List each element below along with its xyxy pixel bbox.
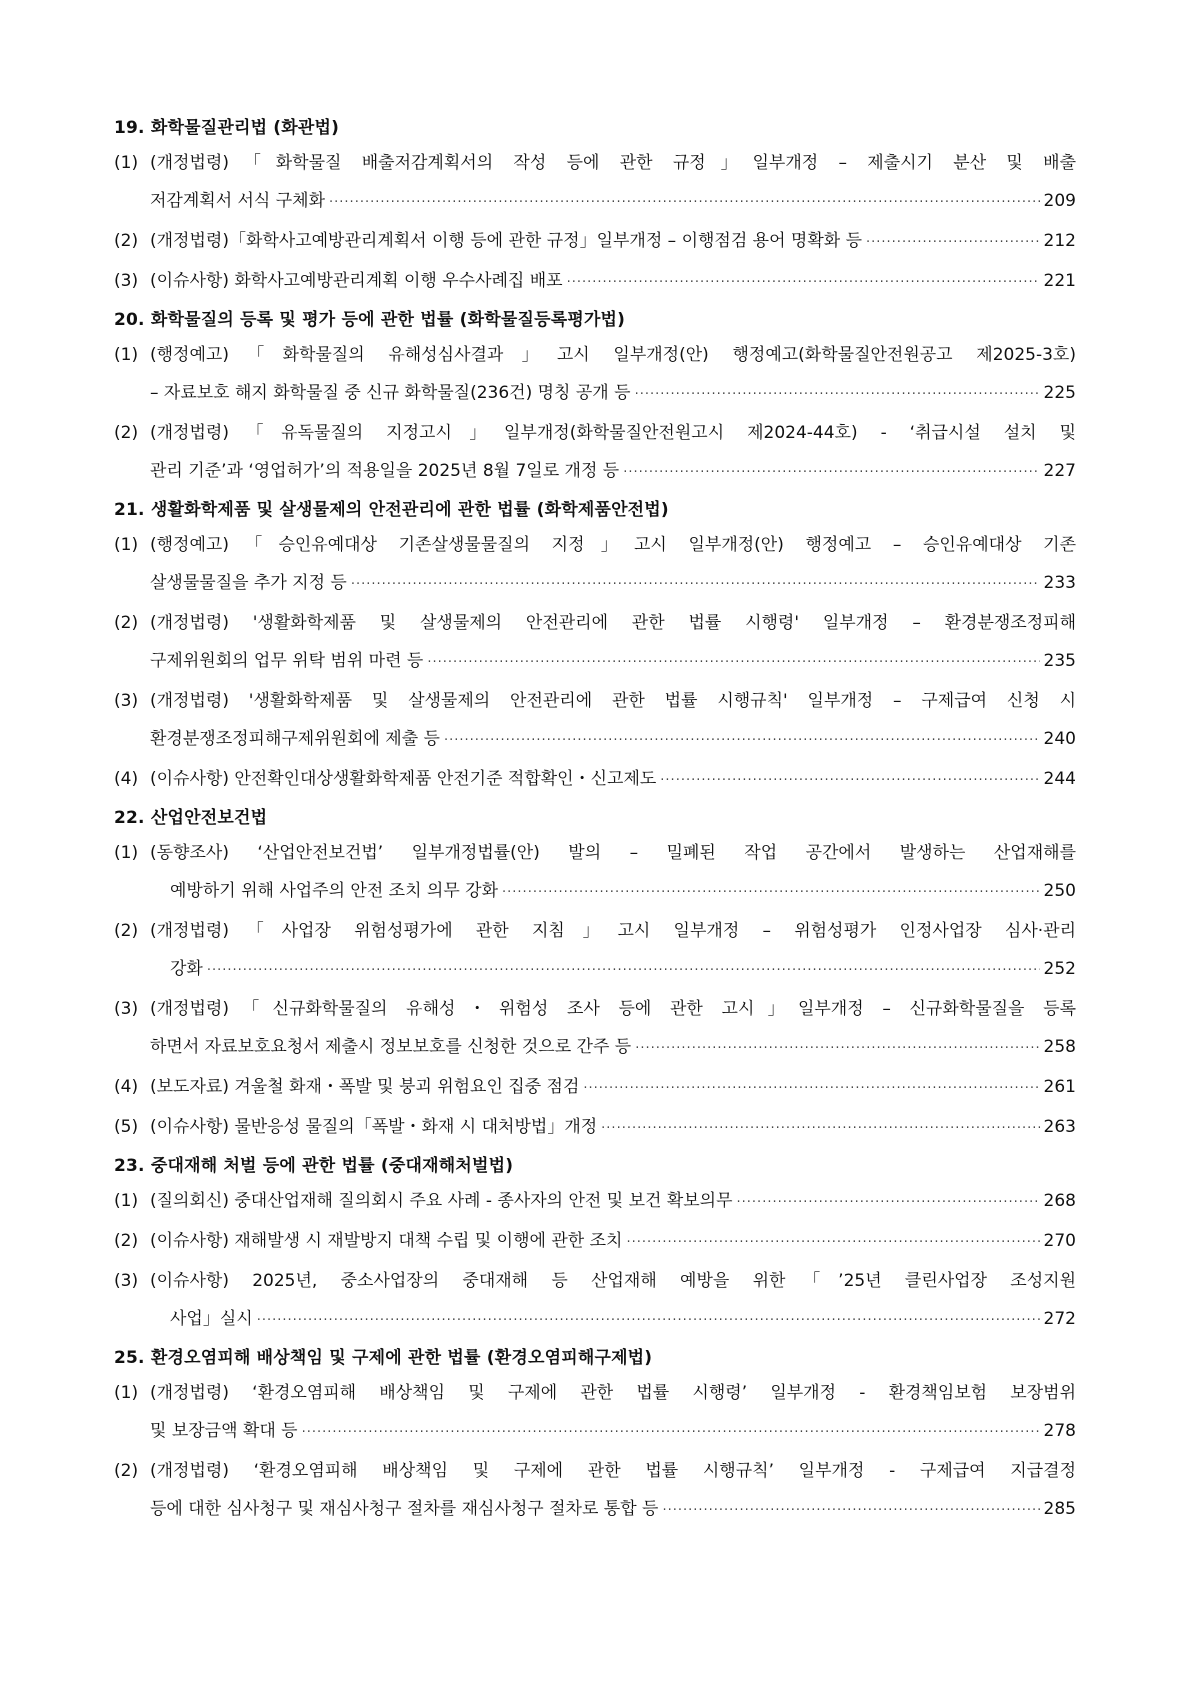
entry-number: (3) [114,271,139,291]
page-number[interactable]: 268 [1043,1191,1076,1211]
entry-body [150,144,1076,222]
page-number[interactable]: 252 [1043,959,1076,979]
entry-text-line1: (이슈사항) 2025년, 중소사업장의 중대재해 등 산업재해 예방을 위한「’25년 클린사업장 조성지원 [150,1271,1076,1291]
dot-leader [502,874,1040,912]
page-number[interactable]: 285 [1043,1499,1076,1519]
dot-leader [302,1414,1040,1452]
page-number[interactable]: 272 [1043,1309,1076,1329]
entry-number: (2) [114,423,139,443]
entry-body [150,414,1076,492]
entry-body [150,912,1076,990]
dot-leader [567,264,1040,302]
entry-body [150,1182,1076,1222]
dot-leader [601,1110,1039,1148]
entry-body [150,990,1076,1068]
entry-text-line1: (행정예고)「승인유예대상 기존살생물물질의 지정」고시 일부개정(안) 행정예고 – 승인유예대상 기존 [150,535,1077,555]
entry-number: (4) [114,769,139,789]
entry-text-line2: 예방하기 위해 사업주의 안전 조치 의무 강화 [170,881,499,901]
page-number[interactable]: 240 [1043,729,1076,749]
section-title: 21. 생활화학제품 및 살생물제의 안전관리에 관한 법률 (화학제품안전법) [114,500,669,520]
page-number[interactable]: 221 [1043,271,1076,291]
entry-text-line2: 사업」실시 [170,1309,253,1329]
page-number[interactable]: 227 [1043,461,1076,481]
entry-number: (1) [114,535,139,555]
dot-leader [583,1070,1039,1108]
entry-text-line2: 및 보장금액 확대 등 [150,1421,298,1441]
dot-leader [623,454,1039,492]
entry-body [150,1108,1076,1148]
entry-body [150,262,1076,302]
entry-text: (이슈사항) 화학사고예방관리계획 이행 우수사례집 배포 [150,271,563,291]
entry-text: (이슈사항) 안전확인대상생활화학제품 안전기준 적합확인・신고제도 [150,769,657,789]
toc-entry[interactable] [114,912,1076,990]
dot-leader [635,1030,1039,1068]
entry-text-line2: 하면서 자료보호요청서 제출시 정보보호를 신청한 것으로 간주 등 [150,1037,632,1057]
entry-text-line1: (개정법령)「유독물질의 지정고시」일부개정(화학물질안전원고시 제2024-44호) - ‘취급시설 설치 및 [150,423,1076,443]
entry-text-line1: (개정법령) '생활화학제품 및 살생물제의 안전관리에 관한 법률 시행령' 일부개정 – 환경분쟁조정피해 [150,613,1076,633]
entry-number: (2) [114,921,139,941]
toc-entry[interactable] [114,1374,1076,1452]
entry-text-line2: 저감계획서 서식 구체화 [150,191,326,211]
entry-number: (2) [114,1231,139,1251]
dot-leader [329,184,1040,222]
toc-entry[interactable] [114,1108,1076,1148]
toc-entry[interactable] [114,1182,1076,1222]
entry-body [150,834,1076,912]
entry-text-line1: (개정법령)「신규화학물질의 유해성・위험성 조사 등에 관한 고시」일부개정 – 신규화학물질을 등록 [150,999,1076,1019]
entry-body [150,604,1076,682]
entry-number: (2) [114,231,139,251]
page-number[interactable]: 225 [1043,383,1076,403]
page-number[interactable]: 278 [1043,1421,1076,1441]
entry-body [150,222,1076,262]
table-of-contents [114,116,1076,1530]
dot-leader [257,1302,1040,1340]
section-title: 22. 산업안전보건법 [114,808,268,828]
toc-entry[interactable] [114,1068,1076,1108]
page-number[interactable]: 235 [1043,651,1076,671]
toc-entry[interactable] [114,834,1076,912]
dot-leader [351,566,1040,604]
dot-leader [207,952,1040,990]
entry-body [150,526,1076,604]
entry-text: (이슈사항) 재해발생 시 재발방지 대책 수립 및 이행에 관한 조치 [150,1231,623,1251]
entry-body [150,1262,1076,1340]
page-number[interactable]: 244 [1043,769,1076,789]
toc-entry[interactable] [114,990,1076,1068]
page-number[interactable]: 263 [1043,1117,1076,1137]
dot-leader [662,1492,1039,1530]
toc-entry[interactable] [114,222,1076,262]
page-number[interactable]: 233 [1043,573,1076,593]
toc-entry[interactable] [114,414,1076,492]
page-number[interactable]: 258 [1043,1037,1076,1057]
entry-body [150,682,1076,760]
entry-number: (1) [114,1191,139,1211]
entry-text: (개정법령)「화학사고예방관리계획서 이행 등에 관한 규정」일부개정 – 이행점검 용어 명확화 등 [150,231,863,251]
toc-entry[interactable] [114,1452,1076,1530]
entry-number: (5) [114,1117,139,1137]
entry-body [150,760,1076,800]
entry-number: (4) [114,1077,139,1097]
entry-number: (3) [114,1271,139,1291]
entry-number: (1) [114,1383,139,1403]
toc-entry[interactable] [114,144,1076,222]
entry-number: (3) [114,691,139,711]
entry-text-line2: 강화 [170,959,203,979]
entry-text-line2: 등에 대한 심사청구 및 재심사청구 절차를 재심사청구 절차로 통합 등 [150,1499,659,1519]
entry-text-line1: (개정법령) ‘환경오염피해 배상책임 및 구제에 관한 법률 시행규칙’ 일부개정 - 구제급여 지급결정 [150,1461,1076,1481]
dot-leader [444,722,1040,760]
entry-number: (3) [114,999,139,1019]
section-title: 19. 화학물질관리법 (화관법) [114,118,340,138]
entry-number: (1) [114,843,139,863]
entry-text-line1: (개정법령)「사업장 위험성평가에 관한 지침」고시 일부개정 – 위험성평가 인정사업장 심사·관리 [150,921,1076,941]
entry-text-line2: 환경분쟁조정피해구제위원회에 제출 등 [150,729,440,749]
toc-entry[interactable] [114,760,1076,800]
section-title: 20. 화학물질의 등록 및 평가 등에 관한 법률 (화학물질등록평가법) [114,310,626,330]
toc-entry[interactable] [114,1262,1076,1340]
entry-body [150,1374,1076,1452]
page-number[interactable]: 209 [1043,191,1076,211]
toc-entry[interactable] [114,682,1076,760]
entry-body [150,1452,1076,1530]
entry-text: (이슈사항) 물반응성 물질의「폭발・화재 시 대처방법」개정 [150,1117,598,1137]
entry-text-line2: 살생물물질을 추가 지정 등 [150,573,347,593]
page-number[interactable]: 270 [1043,1231,1076,1251]
entry-text-line2: – 자료보호 해지 화학물질 중 신규 화학물질(236건) 명칭 공개 등 [150,383,631,403]
entry-body [150,1222,1076,1262]
entry-text: (질의회신) 중대산업재해 질의회시 주요 사례 - 종사자의 안전 및 보건 확보의무 [150,1191,733,1211]
toc-entry[interactable] [114,526,1076,604]
dot-leader [866,224,1040,262]
entry-number: (2) [114,613,139,633]
dot-leader [626,1224,1039,1262]
toc-entry[interactable] [114,262,1076,302]
page-number[interactable]: 261 [1043,1077,1076,1097]
dot-leader [635,376,1040,414]
dot-leader [427,644,1039,682]
toc-entry[interactable] [114,1222,1076,1262]
entry-text: (보도자료) 겨울철 화재・폭발 및 붕괴 위험요인 집중 점검 [150,1077,580,1097]
entry-body [150,1068,1076,1108]
entry-number: (2) [114,1461,139,1481]
dot-leader [660,762,1039,800]
section-title: 25. 환경오염피해 배상책임 및 구제에 관한 법률 (환경오염피해구제법) [114,1348,653,1368]
entry-text-line1: (개정법령) ‘환경오염피해 배상책임 및 구제에 관한 법률 시행령’ 일부개정 - 환경책임보험 보장범위 [150,1383,1076,1403]
page-number[interactable]: 212 [1043,231,1076,251]
page-number[interactable]: 250 [1043,881,1076,901]
entry-body [150,336,1076,414]
entry-number: (1) [114,153,139,173]
entry-text-line2: 관리 기준’과 ‘영업허가’의 적용일을 2025년 8월 7일로 개정 등 [150,461,620,481]
entry-text-line2: 구제위원회의 업무 위탁 범위 마련 등 [150,651,424,671]
entry-text-line1: (개정법령)「화학물질 배출저감계획서의 작성 등에 관한 규정」일부개정 – 제출시기 분산 및 배출 [150,153,1076,173]
dot-leader [737,1184,1040,1222]
entry-text-line1: (개정법령) '생활화학제품 및 살생물제의 안전관리에 관한 법률 시행규칙' 일부개정 – 구제급여 신청 시 [150,691,1076,711]
section-title: 23. 중대재해 처벌 등에 관한 법률 (중대재해처벌법) [114,1156,514,1176]
entry-text-line1: (행정예고)「화학물질의 유해성심사결과」고시 일부개정(안) 행정예고(화학물질안전원공고 제2025-3호) [150,345,1076,365]
entry-number: (1) [114,345,139,365]
toc-entry[interactable] [114,336,1076,414]
toc-entry[interactable] [114,604,1076,682]
entry-text-line1: (동향조사) ‘산업안전보건법’ 일부개정법률(안) 발의 – 밀폐된 작업 공간에서 발생하는 산업재해를 [150,843,1076,863]
